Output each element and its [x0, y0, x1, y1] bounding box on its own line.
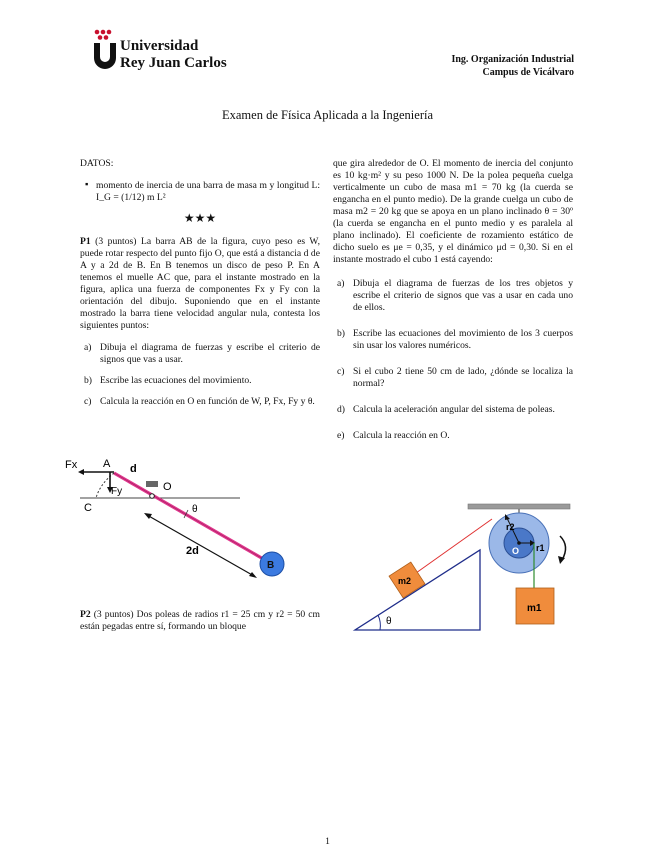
- label-fx: Fx: [65, 459, 78, 471]
- label-a: A: [103, 458, 111, 470]
- logo-mark: [92, 28, 120, 74]
- p1-item-a: a) Dibuja el diagrama de fuerzas y escribe el criterio de signos que vas a usar.: [84, 342, 320, 365]
- p1-items: [80, 342, 320, 408]
- left-column: [80, 158, 320, 417]
- label-b: B: [267, 560, 275, 571]
- university-name-line1: Universidad: [120, 38, 199, 54]
- bullet-icon: ▪: [85, 179, 89, 190]
- label-2d: 2d: [186, 545, 199, 557]
- p1-item-b: b) Escribe las ecuaciones del movimiento.: [84, 375, 252, 386]
- p2-points: (3 puntos): [93, 609, 134, 620]
- p1-points: (3 puntos): [95, 236, 137, 247]
- figure-2-pulleys: [350, 498, 590, 638]
- datos-bullet-text: momento de inercia de una barra de masa m y longitud L: I_G = (1/12) m L²: [96, 180, 320, 203]
- p2-item-a: a) Dibuja el diagrama de fuerzas de los tres objetos y escribe el criterio de signos que vas a usar en cada uno de ellos.: [337, 278, 573, 313]
- label-r1: r1: [536, 543, 545, 553]
- label-theta2: θ: [386, 616, 392, 627]
- inclined-plane: [355, 550, 480, 630]
- p1-statement: [80, 236, 320, 332]
- rotation-arrow: [560, 536, 566, 560]
- label-d: d: [130, 463, 137, 475]
- p2-item-d: d) Calcula la aceleración angular del sistema de poleas.: [337, 404, 555, 415]
- p2-item-e: e) Calcula la reacción en O.: [337, 430, 450, 441]
- p2-label: P2: [80, 609, 91, 620]
- pivot-support: [146, 481, 158, 487]
- p2-statement-start: [80, 609, 320, 633]
- label-o: O: [163, 481, 172, 493]
- p2-items: [333, 278, 573, 442]
- stars: ★★★: [183, 211, 217, 225]
- label-c: C: [84, 502, 92, 514]
- p2-item-c: c) Si el cubo 2 tiene 50 cm de lado, ¿dónde se localiza la normal?: [337, 366, 573, 389]
- figure-1-bar: [60, 448, 320, 588]
- university-name-line2: Rey Juan Carlos: [120, 55, 227, 71]
- label-theta: θ: [192, 504, 198, 515]
- label-r2: r2: [506, 522, 515, 532]
- label-m1: m1: [527, 603, 542, 614]
- page-number: 1: [325, 836, 330, 847]
- p1-item-c: c) Calcula la reacción en O en función de W, P, Fx, Fy y θ.: [84, 396, 315, 407]
- pivot-o: [150, 494, 155, 499]
- right-column: [333, 158, 573, 451]
- p1-text: La barra AB de la figura, cuyo peso es W, puede rotar respecto del punto fijo O, que está a distancia d de A y a 2d de B. En B tenemos un disco de peso P. En A tenemos el muelle AC que, para el instante mostrado en la figura, aplica una fuerza de componentes Fx y Fy con la orientación del dibujo. Suponiendo que en el instante mostrado la barra tiene velocidad angular nula, contesta los siguientes puntos:: [80, 236, 320, 331]
- p1-label: P1: [80, 236, 91, 247]
- university-logo: [92, 28, 242, 74]
- p2-text-right: que gira alrededor de O. El momento de inercia del conjunto es 10 kg·m² y su peso 1000 N. De la polea pequeña cuelga verticalmente un cubo de masa m1 = 70 kg (la cuerda se engancha en el punto medio). De la grande cuelga un cubo de masa m2 = 20 kg que se apoya en un plano inclinado θ = 30º (la cuerda se engancha en el punto medio y es paralela al plano inclinado). El coeficiente de rozamiento estático de dicho suelo es μe = 0,35, y el dinámico μd = 0,30. Si en el instante mostrado el cubo 1 está cayendo:: [333, 158, 573, 265]
- label-fy: Fy: [111, 486, 123, 497]
- header-right: [354, 53, 574, 79]
- p2-item-b: b) Escribe las ecuaciones del movimiento de los 3 cuerpos sin usar los valores numéricos.: [337, 328, 573, 351]
- label-o2: O: [512, 546, 520, 556]
- label-m2: m2: [398, 576, 412, 586]
- ceiling: [468, 504, 570, 509]
- datos-bullet: [80, 180, 320, 204]
- p2-text-left: Dos poleas de radios r1 = 25 cm y r2 = 50 cm están pegadas entre sí, formando un bloque: [80, 609, 321, 632]
- exam-title: Examen de Física Aplicada a la Ingeniería: [221, 108, 434, 122]
- degree-name: Ing. Organización Industrial: [451, 54, 574, 65]
- datos-heading: DATOS:: [80, 158, 114, 169]
- campus-name: Campus de Vicálvaro: [482, 67, 574, 78]
